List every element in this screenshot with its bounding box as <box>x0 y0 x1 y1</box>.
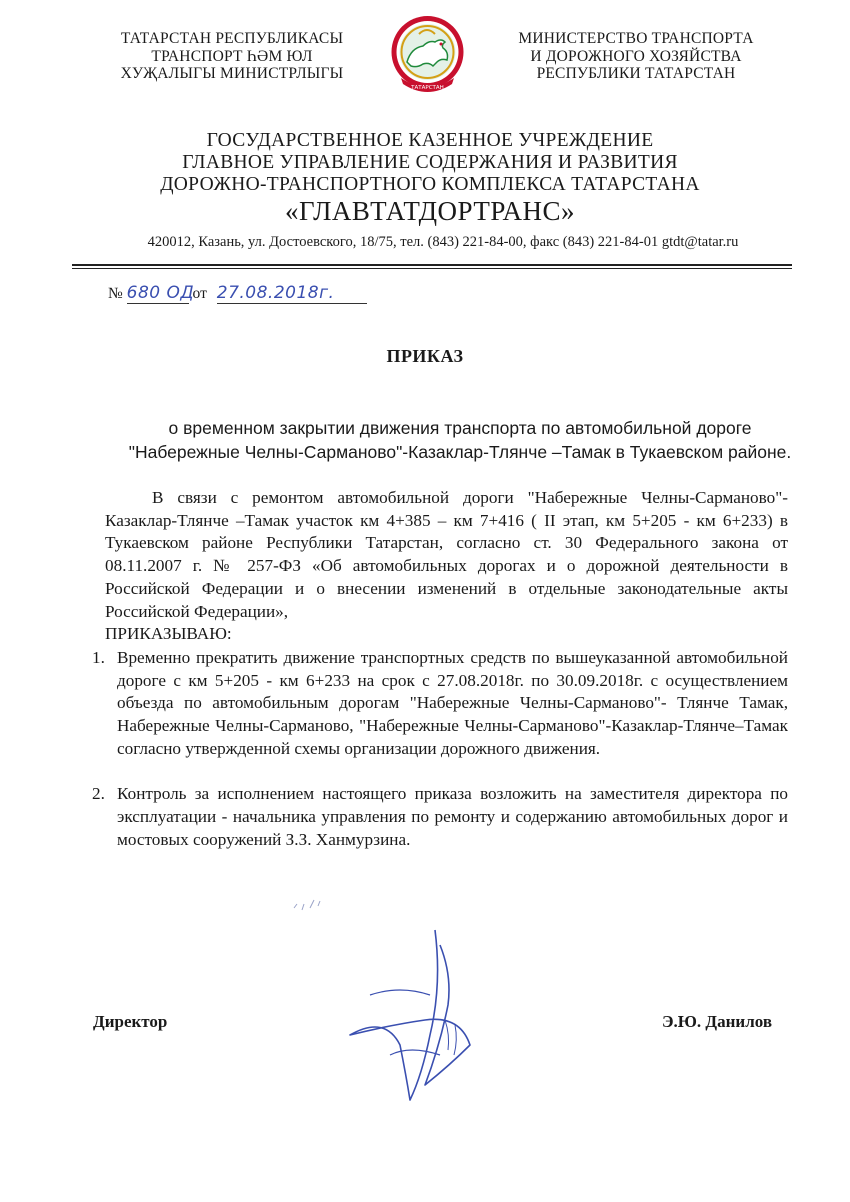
subject-line-2: "Набережные Челны-Сарманово"-Казаклар-Тлянче –Тамак в Тукаевском районе. <box>128 442 792 462</box>
list-item <box>92 783 788 851</box>
signer-name: Э.Ю. Данилов <box>662 1012 773 1031</box>
org-brand: «ГЛАВТАТДОРТРАНС» <box>285 196 575 226</box>
number-field <box>126 283 195 304</box>
header-divider <box>72 264 792 266</box>
header-right-line-2: И ДОРОЖНОГО ХОЗЯЙСТВА <box>530 47 742 65</box>
header-right-line-1: МИНИСТЕРСТВО ТРАНСПОРТА <box>518 30 754 47</box>
preamble-text: В связи с ремонтом автомобильной дороги "Набережные Челны-Сарманово"-Казаклар-Тлянче –Тамак участок км 4+385 – км 7+416 ( II этап, км 5+205 - км 6+233) в Тукаевском районе Республики Татарстан, согласно ст. 30 Федерального закона от 08.11.2007 г. № 257-ФЗ «Об автомобильных дорогах и о дорожной деятельности в Российской Федерации и о внесении изменений в отдельные законодательные акты Российской Федерации», <box>105 488 788 621</box>
item-text: Временно прекратить движение транспортных средств по вышеуказанной автомобильной дороге с км 5+205 - км 6+233 на срок с 27.08.2018г. по 30.09.2018г. с осуществлением объезда по автомобильным дорогам "Набережные Челны-Сарманово"- Тлянче Тамак, Набережные Челны-Сарманово, "Набережные Челны-Сарманово"-Казаклар-Тлянче–Тамак согласно утвержденной схемы организации дорожного движения. <box>117 648 788 758</box>
faint-marks <box>284 878 344 918</box>
org-line-3: ДОРОЖНО-ТРАНСПОРТНОГО КОМПЛЕКСА ТАТАРСТАНА <box>160 174 700 195</box>
list-item <box>92 647 788 761</box>
item-number: 2. <box>92 784 105 804</box>
item-text: Контроль за исполнением настоящего приказа возложить на заместителя директора по эксплуатации - начальника управления по ремонту и содержанию автомобильных дорог и мостовых сооружений З.З. Ханмурзина. <box>117 784 788 849</box>
date-value: 27.08.2018г. <box>216 283 335 303</box>
tatarstan-emblem-icon <box>389 12 466 100</box>
date-label: от <box>192 285 207 302</box>
header-divider-thin <box>72 268 792 269</box>
header-tatar-ministry <box>112 30 352 83</box>
preamble <box>105 487 788 623</box>
header-left-line-2: ТРАНСПОРТ ҺӘМ ЮЛ <box>151 47 313 65</box>
header-russian-ministry <box>506 30 766 83</box>
organization-address: 420012, Казань, ул. Достоевского, 18/75, тел. (843) 221-84-00, факс (843) 221-84-01 gtdt@tatar.ru <box>147 234 739 250</box>
registration-line <box>108 283 367 304</box>
date-field <box>217 283 367 304</box>
number-label: № <box>108 285 123 302</box>
document-subject <box>70 416 850 464</box>
header-left-line-1: ТАТАРСТАН РЕСПУБЛИКАСЫ <box>120 30 344 47</box>
organization-name <box>60 130 800 226</box>
number-value: 680 ОД <box>126 283 195 303</box>
signer-position: Директор <box>93 1012 168 1031</box>
org-line-1: ГОСУДАРСТВЕННОЕ КАЗЕННОЕ УЧРЕЖДЕНИЕ <box>206 130 654 151</box>
order-items <box>92 647 788 874</box>
order-word: ПРИКАЗЫВАЮ: <box>105 624 232 643</box>
emblem-ribbon-text: ТАТАРСТАН <box>411 85 444 91</box>
document-title: ПРИКАЗ <box>386 346 464 366</box>
subject-line-1: о временном закрытии движения транспорта по автомобильной дороге <box>168 418 752 438</box>
item-number: 1. <box>92 648 105 667</box>
org-line-2: ГЛАВНОЕ УПРАВЛЕНИЕ СОДЕРЖАНИЯ И РАЗВИТИЯ <box>182 152 678 173</box>
header-right-line-3: РЕСПУБЛИКИ ТАТАРСТАН <box>536 65 736 82</box>
header-left-line-3: ХУҖАЛЫГЫ МИНИСТРЛЫГЫ <box>120 65 344 82</box>
handwritten-signature <box>330 925 490 1115</box>
